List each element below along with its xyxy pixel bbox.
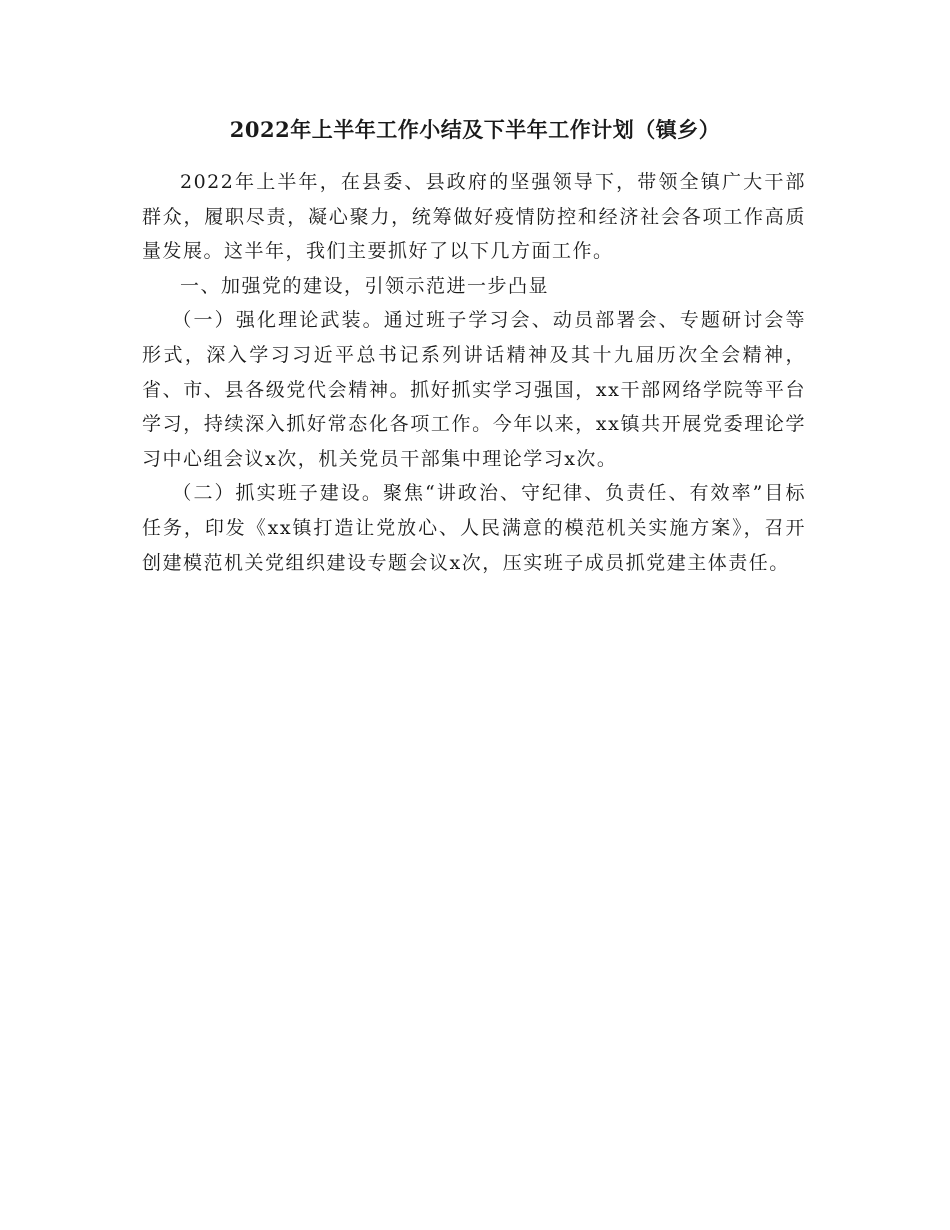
document-title: 2022年上半年工作小结及下半年工作计划（镇乡）	[229, 117, 721, 142]
subsection-theory-paragraph: （一）强化理论武装。通过班子学习会、动员部署会、专题研讨会等形式，深入学习习近平总书记系列讲话精神及其十九届历次全会精神，省、市、县各级党代会精神。抓好抓实学习强国，xx干部网络学院等平台学习，持续深入抓好常态化各项工作。今年以来，xx镇共开展党委理论学习中心组会议x次，机关党员干部集中理论学习x次。	[142, 309, 806, 470]
intro-paragraph: 2022年上半年，在县委、县政府的坚强领导下，带领全镇广大干部群众，履职尽责，凝心聚力，统筹做好疫情防控和经济社会各项工作高质量发展。这半年，我们主要抓好了以下几方面工作。	[142, 171, 806, 263]
subsection-team-paragraph: （二）抓实班子建设。聚焦“讲政治、守纪律、负责任、有效率”目标任务，印发《xx镇打造让党放心、人民满意的模范机关实施方案》，召开创建模范机关党组织建设专题会议x次，压实班子成员抓党建主体责任。	[142, 482, 806, 574]
document-body	[142, 165, 806, 580]
section-heading-1: 一、加强党的建设，引领示范进一步凸显	[180, 274, 550, 297]
